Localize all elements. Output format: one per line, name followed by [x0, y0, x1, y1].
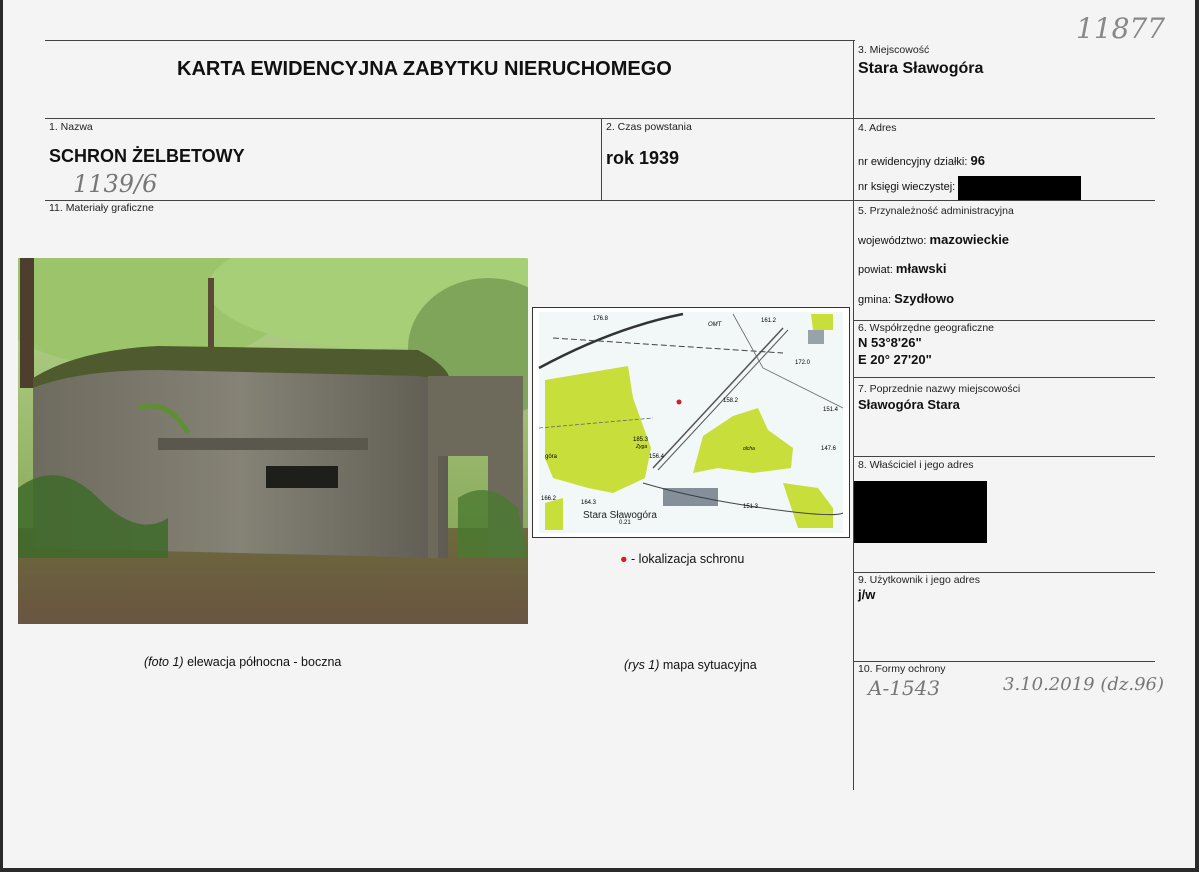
- rule: [854, 572, 1155, 573]
- field-7-value: Sławogóra Stara: [858, 397, 960, 412]
- rule: [45, 40, 855, 41]
- rule: [601, 118, 602, 200]
- svg-text:185.3: 185.3: [633, 437, 649, 443]
- field-2-label: 2. Czas powstania: [606, 121, 692, 133]
- field-1-label: 1. Nazwa: [49, 121, 93, 133]
- field-9-value: j/w: [858, 587, 876, 602]
- rule: [854, 377, 1155, 378]
- voivodeship: województwo: mazowieckie: [858, 232, 1010, 247]
- svg-text:Zyga: Zyga: [636, 444, 648, 450]
- field-9-label: 9. Użytkownik i jego adres: [858, 574, 980, 586]
- corner-number: 11877: [1076, 12, 1166, 45]
- field-2-value: rok 1939: [606, 148, 680, 168]
- redaction-box: [854, 481, 987, 543]
- field-3-value: Stara Sławogóra: [858, 60, 984, 77]
- rule: [854, 320, 1155, 321]
- map-caption: (rys 1) mapa sytuacyjna: [624, 658, 757, 672]
- plot-number: nr ewidencyjny działki: 96: [858, 153, 985, 168]
- field-7-label: 7. Poprzednie nazwy miejscowości: [858, 383, 1021, 395]
- map-legend: ● - lokalizacja schronu: [620, 552, 745, 566]
- bunker-photo: [18, 258, 528, 624]
- svg-text:158.2: 158.2: [723, 398, 739, 404]
- latitude: N 53°8'26": [858, 335, 922, 350]
- field-6-label: 6. Współrzędne geograficzne: [858, 322, 994, 334]
- svg-text:156.4: 156.4: [649, 454, 665, 460]
- page-title: KARTA EWIDENCYJNA ZABYTKU NIERUCHOMEGO: [177, 58, 672, 80]
- rule: [45, 200, 1155, 201]
- field-11-label: 11. Materiały graficzne: [49, 202, 154, 214]
- location-marker: ●: [620, 552, 628, 566]
- registry-number-handwritten: A-1543: [868, 676, 941, 700]
- field-5-label: 5. Przynależność administracyjna: [858, 205, 1014, 217]
- svg-text:172.0: 172.0: [795, 360, 811, 366]
- svg-text:147.6: 147.6: [821, 446, 837, 452]
- record-card: [3, 0, 1195, 868]
- field-3-label: 3. Miejscowość: [858, 44, 930, 56]
- rule: [854, 661, 1155, 662]
- svg-text:OMT: OMT: [708, 322, 722, 328]
- svg-text:góra: góra: [545, 454, 558, 460]
- field-10-label: 10. Formy ochrony: [858, 663, 946, 675]
- svg-text:151.4: 151.4: [823, 407, 839, 413]
- svg-text:Stara Sławogóra: Stara Sławogóra: [583, 510, 657, 521]
- field-4-label: 4. Adres: [858, 122, 897, 134]
- svg-text:176.8: 176.8: [593, 316, 609, 322]
- situation-map: [532, 307, 850, 538]
- field-1-handwritten: 1139/6: [73, 170, 158, 198]
- longitude: E 20° 27'20": [858, 352, 932, 367]
- svg-text:164.3: 164.3: [581, 500, 597, 506]
- registry-date-handwritten: 3.10.2019 (dz.96): [1003, 674, 1165, 695]
- commune: gmina: Szydłowo: [858, 291, 955, 306]
- svg-text:166.2: 166.2: [541, 496, 557, 502]
- svg-text:0.21: 0.21: [619, 520, 631, 526]
- svg-text:olcha: olcha: [743, 446, 755, 452]
- field-8-label: 8. Właściciel i jego adres: [858, 459, 974, 471]
- svg-text:151.3: 151.3: [743, 504, 759, 510]
- rule: [854, 456, 1155, 457]
- field-1-value: SCHRON ŻELBETOWY: [49, 146, 245, 166]
- photo-caption: (foto 1) elewacja północna - boczna: [144, 655, 342, 669]
- svg-text:161.2: 161.2: [761, 318, 777, 324]
- redaction-box: [958, 176, 1081, 200]
- rule: [45, 118, 1155, 119]
- land-register-label: nr księgi wieczystej:: [858, 181, 956, 193]
- rule: [853, 40, 854, 790]
- county: powiat: mławski: [858, 261, 947, 276]
